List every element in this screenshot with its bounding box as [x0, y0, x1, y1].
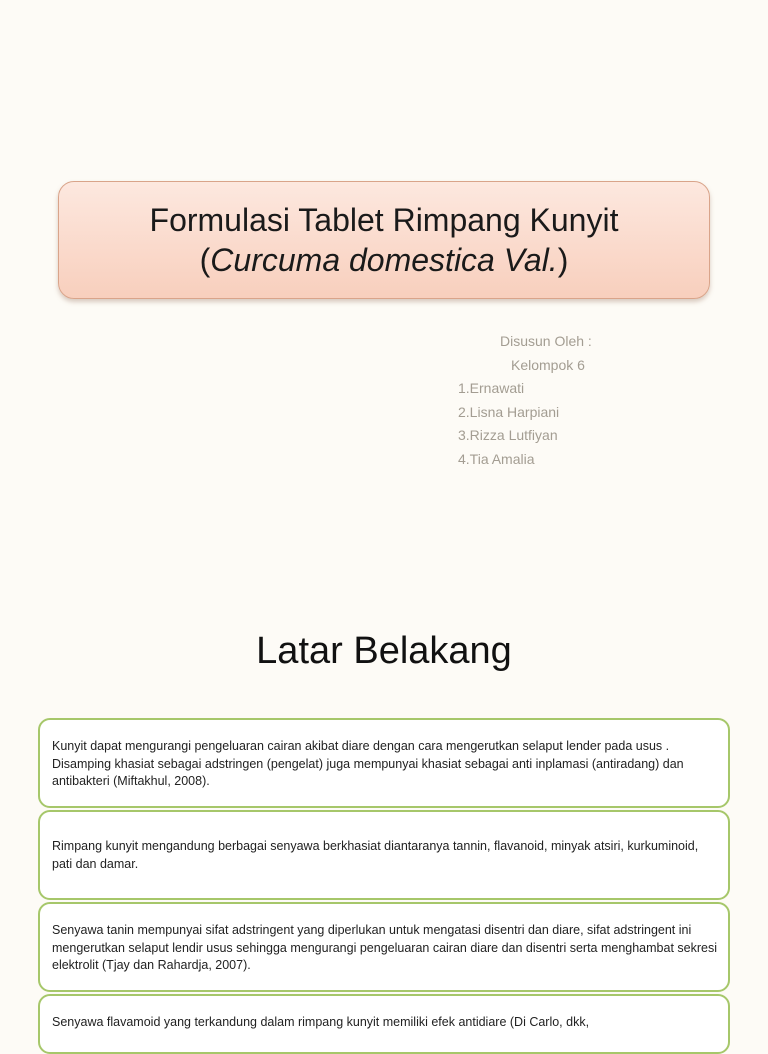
content-box: Rimpang kunyit mengandung berbagai senyawa berkhasiat diantaranya tannin, flavanoid, minyak atsiri, kurkuminoid, pati dan damar.: [38, 810, 730, 900]
slide-title: Formulasi Tablet Rimpang Kunyit: [149, 202, 619, 238]
author-item: 4.Tia Amalia: [458, 450, 535, 467]
content-box: Senyawa tanin mempunyai sifat adstringent yang diperlukan untuk mengatasi disentri dan diare, sifat adstringent ini mengerutkan selaput lendir usus sehingga mengurangi pengeluaran cairan diare dan disentri serta menghambat sekresi elektrolit (Tjay dan Rahardja, 2007).: [38, 902, 730, 992]
background-slide: [0, 560, 768, 1029]
author-item: 3.Rizza Lutfiyan: [458, 427, 558, 443]
author-block: [458, 330, 592, 471]
author-item: 1.Ernawati: [458, 380, 525, 396]
section-title: Latar Belakang: [256, 630, 512, 672]
scientific-name: Curcuma domestica Val.: [210, 242, 558, 278]
author-item: 2.Lisna Harpiani: [458, 403, 560, 420]
content-box: Senyawa flavamoid yang terkandung dalam rimpang kunyit memiliki efek antidiare (Di Carlo, dkk,: [38, 994, 730, 1054]
content-box: Kunyit dapat mengurangi pengeluaran cairan akibat diare dengan cara mengerutkan selaput lender pada usus . Disamping khasiat sebagai adstringen (pengelat) juga mempunyai khasiat sebagai anti inplamasi (antiradang) dan antibakteri (Miftakhul, 2008).: [38, 718, 730, 808]
author-heading: Disusun Oleh :: [500, 333, 592, 349]
slide-subtitle: (Curcuma domestica Val.): [199, 242, 569, 278]
author-group: Kelompok 6: [511, 356, 585, 373]
title-box: [58, 181, 710, 299]
